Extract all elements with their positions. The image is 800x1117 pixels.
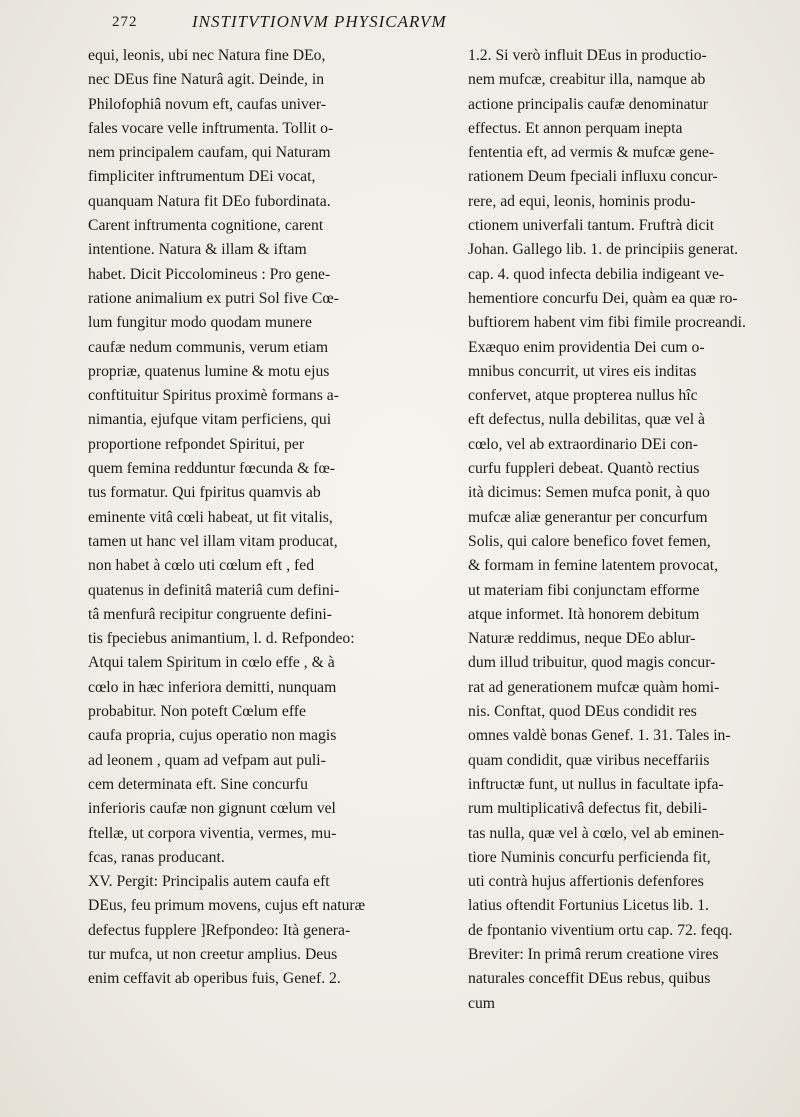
text-line: nem mufcæ, creabitur illa, namque ab bbox=[468, 71, 706, 89]
text-line: atque informet. Ità honorem debitum bbox=[468, 605, 700, 623]
text-line: nimantia, ejufque vitam perficiens, qui bbox=[88, 411, 332, 429]
text-line: rat ad generationem mufcæ quàm homi- bbox=[468, 678, 720, 696]
text-line: ratione animalium ex putri Sol five Cœ- bbox=[88, 289, 339, 307]
text-line: de fpontanio viventium ortu cap. 72. feqq. bbox=[468, 921, 733, 939]
text-line: rum multiplicativâ defectus fit, debili- bbox=[468, 800, 708, 818]
text-line: equi, leonis, ubi nec Natura fine DEo, bbox=[88, 47, 326, 64]
running-title: INSTITVTIONVM PHYSICARVM bbox=[192, 12, 447, 31]
text-line: tamen ut hanc vel illam vitam producat, bbox=[88, 532, 338, 550]
text-line: defectus fupplere ]Refpondeo: Ità genera- bbox=[88, 921, 351, 939]
text-line: mufcæ aliæ generantur per concurfum bbox=[468, 508, 708, 526]
text-line: nis. Conftat, quod DEus condidit res bbox=[468, 703, 697, 721]
text-line: ad leonem , quam ad vefpam aut puli- bbox=[88, 751, 326, 769]
text-line: Solis, qui calore benefico fovet femen, bbox=[468, 532, 711, 550]
text-line: curfu fuppleri debeat. Quantò rectius bbox=[468, 460, 700, 478]
text-line: conftituitur Spiritus proximè formans a- bbox=[88, 387, 339, 405]
text-line: caufæ nedum communis, verum etiam bbox=[88, 338, 329, 356]
text-line: lum fungitur modo quodam munere bbox=[88, 314, 312, 332]
text-line: actione principalis caufæ denominatur bbox=[468, 95, 709, 113]
text-line: quatenus in definitâ materiâ cum defini- bbox=[88, 581, 340, 599]
text-line: Atqui talem Spiritum in cœlo effe , & à bbox=[88, 654, 335, 672]
text-line: nec DEus fine Naturâ agit. Deinde, in bbox=[88, 71, 325, 89]
text-line: fales vocare velle inftrumenta. Tollit o- bbox=[88, 119, 334, 137]
text-line: buftiorem habent vim fibi fimile procreandi. bbox=[468, 314, 746, 332]
text-line: Carent inftrumenta cognitione, carent bbox=[88, 217, 324, 235]
text-line: Naturæ reddimus, neque DEo ablur- bbox=[468, 630, 696, 648]
text-line: cum bbox=[468, 994, 496, 1012]
text-line: rere, ad equi, leonis, hominis produ- bbox=[468, 192, 696, 210]
text-line: Johan. Gallego lib. 1. de principiis generat. bbox=[468, 241, 739, 259]
text-line: proportione refpondet Spiritui, per bbox=[88, 435, 305, 453]
text-line: nem principalem caufam, qui Naturam bbox=[88, 144, 331, 162]
text-line: inftructæ funt, ut nullus in facultate ipfa- bbox=[468, 775, 724, 793]
text-line: tâ menfurâ recipitur congruente defini- bbox=[88, 605, 332, 623]
text-line: hementiore concurfu Dei, quàm ea quæ ro- bbox=[468, 289, 738, 307]
text-line: omnes valdè bonas Genef. 1. 31. Tales in- bbox=[468, 727, 731, 745]
text-line: Philofophiâ novum eft, caufas univer- bbox=[88, 95, 326, 113]
text-line: habet. Dicit Piccolomineus : Pro gene- bbox=[88, 265, 331, 283]
text-line: eft defectus, nulla debilitas, quæ vel à bbox=[468, 411, 705, 429]
text-line: inferioris caufæ non gignunt cœlum vel bbox=[88, 800, 336, 818]
text-line: ut materiam fibi conjunctam efforme bbox=[468, 581, 700, 599]
text-line: ftellæ, ut corpora viventia, vermes, mu- bbox=[88, 824, 337, 842]
text-line: confervet, atque propterea nullus hîc bbox=[468, 387, 698, 405]
page-number: 272 bbox=[112, 14, 138, 30]
text-line: effectus. Et annon perquam inepta bbox=[468, 119, 683, 137]
text-line: fententia eft, ad vermis & mufcæ gene- bbox=[468, 144, 715, 162]
text-line: fimpliciter inftrumentum DEi vocat, bbox=[88, 168, 316, 186]
text-line: tus formatur. Qui fpiritus quamvis ab bbox=[88, 484, 321, 502]
text-line: caufa propria, cujus operatio non magis bbox=[88, 727, 337, 745]
text-line: cap. 4. quod infecta debilia indigeant ve- bbox=[468, 265, 725, 283]
text-line: enim ceffavit ab operibus fuis, Genef. 2. bbox=[88, 970, 341, 988]
text-line: fcas, ranas producant. bbox=[88, 848, 225, 866]
text-line: cem determinata eft. Sine concurfu bbox=[88, 775, 308, 793]
text-line: non habet à cœlo uti cœlum eft , fed bbox=[88, 557, 315, 575]
text-line: cœlo, vel ab extraordinario DEi con- bbox=[468, 435, 698, 453]
text-line: eminente vitâ cœli habeat, ut fit vitalis, bbox=[88, 508, 333, 526]
text-line: quam condidit, quæ viribus neceffariis bbox=[468, 751, 710, 769]
text-line: rationem Deum fpeciali influxu concur- bbox=[468, 168, 718, 186]
page-header bbox=[112, 10, 740, 36]
text-line: probabitur. Non poteft Cœlum effe bbox=[88, 703, 306, 721]
text-line: quem femina redduntur fœcunda & fœ- bbox=[88, 460, 335, 478]
text-line: ità dicimus: Semen mufca ponit, à quo bbox=[468, 484, 710, 502]
text-line: propriæ, quatenus lumine & motu ejus bbox=[88, 362, 330, 380]
text-line: dum illud tribuitur, quod magis concur- bbox=[468, 654, 716, 672]
right-column bbox=[468, 44, 800, 1016]
text-line: quanquam Natura fit DEo fubordinata. bbox=[88, 192, 331, 210]
text-line: intentione. Natura & illam & iftam bbox=[88, 241, 307, 259]
text-line: mnibus concurrit, ut vires eis inditas bbox=[468, 362, 697, 380]
text-line: latius oftendit Fortunius Licetus lib. 1. bbox=[468, 897, 709, 915]
text-line: ctionem univerfali tantum. Fruftrà dicit bbox=[468, 217, 715, 235]
left-column bbox=[88, 44, 422, 992]
text-line: tiore Numinis concurfu perficienda fit, bbox=[468, 848, 711, 866]
text-line: Breviter: In primâ rerum creatione vires bbox=[468, 945, 719, 963]
text-line: 1.2. Si verò influit DEus in productio- bbox=[468, 47, 707, 64]
text-line: tas nulla, quæ vel à cœlo, vel ab eminen- bbox=[468, 824, 725, 842]
text-line: cœlo in hæc inferiora demitti, nunquam bbox=[88, 678, 337, 696]
text-line: & formam in femine latentem provocat, bbox=[468, 557, 719, 575]
text-line: uti contrà hujus affertionis defenfores bbox=[468, 873, 704, 891]
text-line: Exæquo enim providentia Dei cum o- bbox=[468, 338, 705, 356]
text-line: DEus, feu primum movens, cujus eft naturæ bbox=[88, 897, 366, 915]
text-line: XV. Pergit: Principalis autem caufa eft bbox=[88, 873, 330, 891]
text-line: tur mufca, ut non creetur amplius. Deus bbox=[88, 945, 338, 963]
text-line: naturales conceffit DEus rebus, quibus bbox=[468, 970, 711, 988]
text-line: tis fpeciebus animantium, l. d. Refpondeo: bbox=[88, 630, 355, 648]
